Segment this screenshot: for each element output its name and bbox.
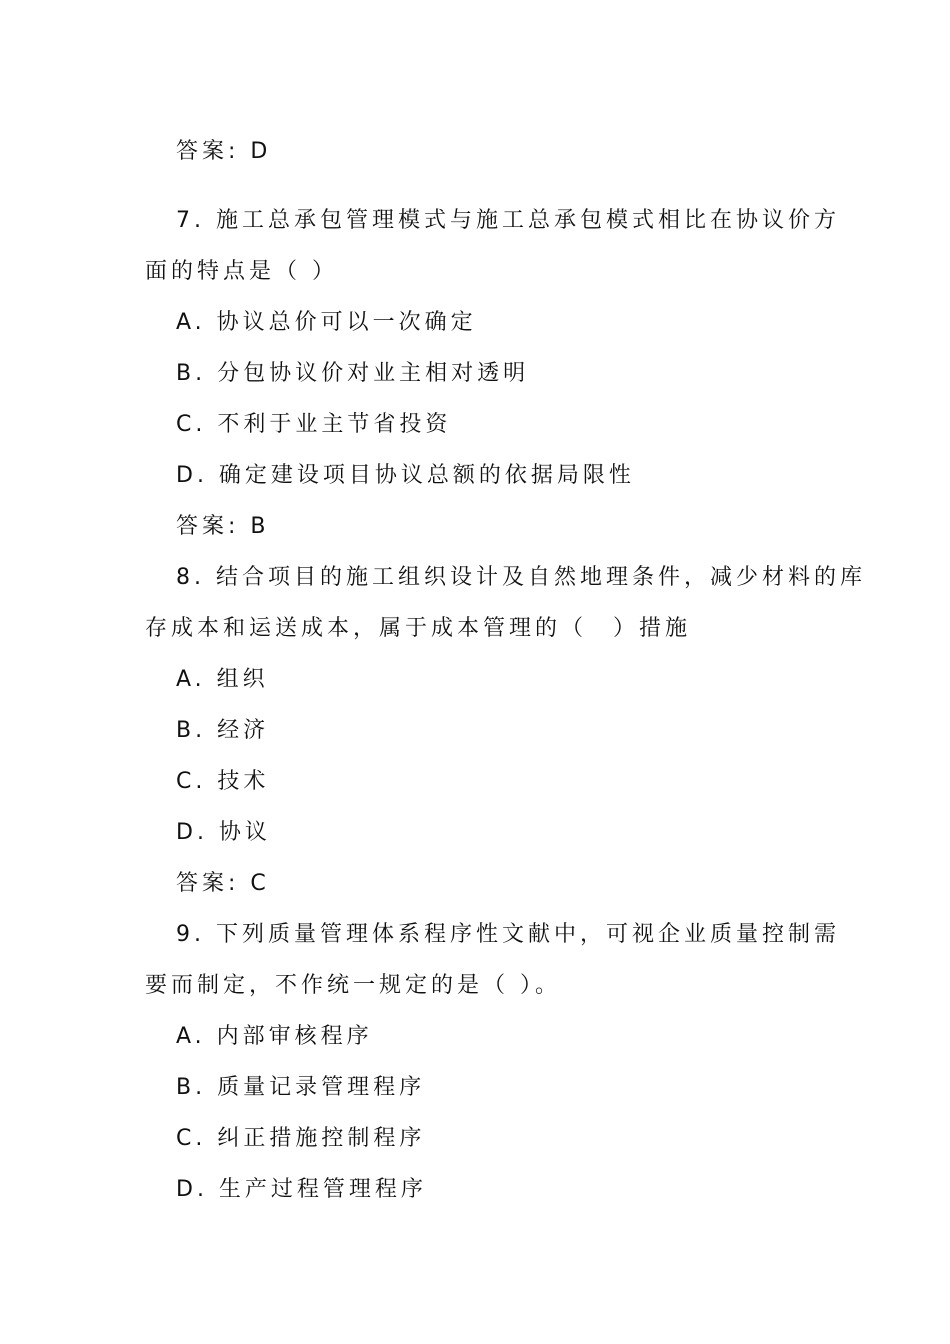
question-9-text-line-2: 要而制定，不作统一规定的是（ ）。 bbox=[145, 973, 561, 998]
question-9-option-b: B. 质量记录管理程序 bbox=[176, 1075, 426, 1100]
answer-previous: 答案: D bbox=[176, 139, 272, 164]
question-8-option-d: D. 协议 bbox=[176, 820, 271, 845]
question-7-option-a: A. 协议总价可以一次确定 bbox=[176, 310, 477, 335]
question-7-answer: 答案: B bbox=[176, 514, 270, 539]
question-9-option-a: A. 内部审核程序 bbox=[176, 1024, 373, 1049]
question-7-text-line-2: 面的特点是（ ） bbox=[145, 259, 338, 284]
question-8-text-line-2: 存成本和运送成本，属于成本管理的（ ）措施 bbox=[145, 616, 692, 641]
question-8-text-line-1: 8. 结合项目的施工组织设计及自然地理条件，减少材料的库 bbox=[176, 565, 866, 590]
question-8-option-a: A. 组织 bbox=[176, 667, 269, 692]
question-7-option-b: B. 分包协议价对业主相对透明 bbox=[176, 361, 530, 386]
question-7-option-d: D. 确定建设项目协议总额的依据局限性 bbox=[176, 463, 635, 488]
question-9-option-c: C. 纠正措施控制程序 bbox=[176, 1126, 426, 1151]
question-7-text-line-1: 7. 施工总承包管理模式与施工总承包模式相比在协议价方 bbox=[176, 208, 840, 233]
question-9-text-line-1: 9. 下列质量管理体系程序性文献中，可视企业质量控制需 bbox=[176, 922, 840, 947]
question-7-option-c: C. 不利于业主节省投资 bbox=[176, 412, 452, 437]
question-8-option-c: C. 技术 bbox=[176, 769, 270, 794]
question-8-answer: 答案: C bbox=[176, 871, 270, 896]
question-8-option-b: B. 经济 bbox=[176, 718, 270, 743]
question-9-option-d: D. 生产过程管理程序 bbox=[176, 1177, 427, 1202]
